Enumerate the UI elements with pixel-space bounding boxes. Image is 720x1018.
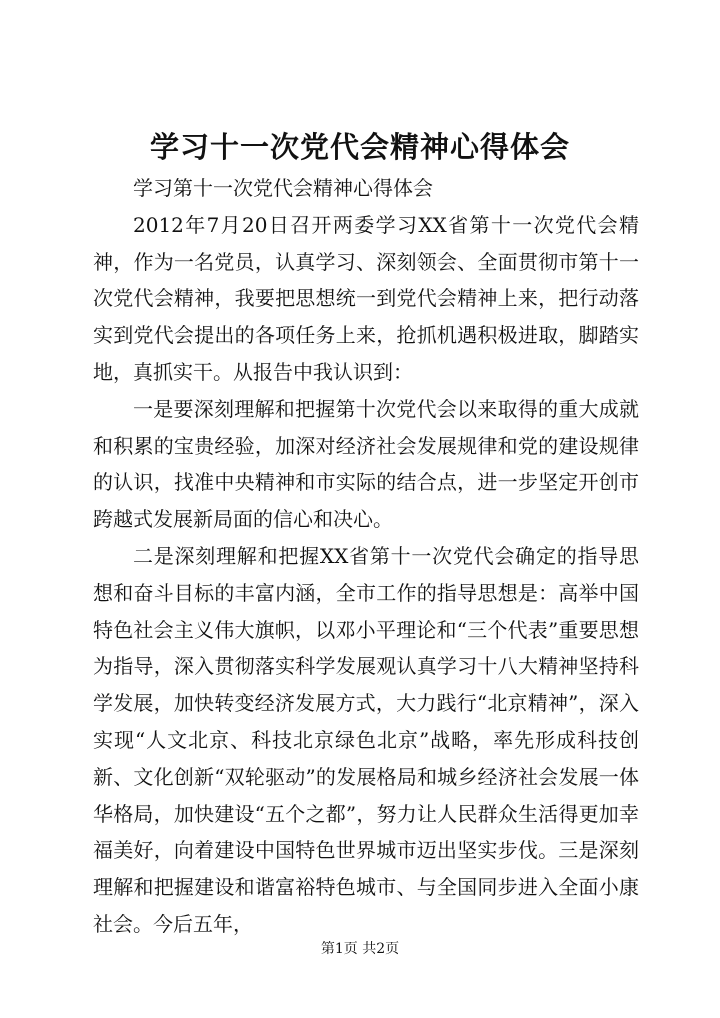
- page-footer: 第1页 共2页: [320, 941, 400, 957]
- document-title: 学习十一次党代会精神心得体会: [149, 130, 570, 164]
- document-body: [93, 170, 639, 943]
- paragraph-subtitle: 学习第十一次党代会精神心得体会: [133, 176, 433, 200]
- paragraph-point-one: 一是要深刻理解和把握第十次党代会以来取得的重大成就和积累的宝贵经验，加深对经济社会发展规律和党的建设规律的认识，找准中央精神和市实际的结合点，进一步坚定开创市跨越式发展新局面的信心和决心。: [93, 396, 639, 532]
- paragraph-point-two: 二是深刻理解和把握XX省第十一次党代会确定的指导思想和奋斗目标的丰富内涵，全市工作的指导思想是：高举中国特色社会主义伟大旗帜，以邓小平理论和“三个代表”重要思想为指导，深入贯彻落实科学发展观认真学习十八大精神坚持科学发展，加快转变经济发展方式，大力践行“北京精神”，深入实现“人文北京、科技北京绿色北京”战略，率先形成科技创新、文化创新“双轮驱动”的发展格局和城乡经济社会发展一体华格局，加快建设“五个之都”，努力让人民群众生活得更加幸福美好，向着建设中国特色世界城市迈出坚实步伐。三是深刻理解和把握建设和谐富裕特色城市、与全国同步进入全面小康社会。今后五年，: [93, 543, 639, 936]
- paragraph-intro: 2012年7月20日召开两委学习XX省第十一次党代会精神，作为一名党员，认真学习、深刻领会、全面贯彻市第十一次党代会精神，我要把思想统一到党代会精神上来，把行动落实到党代会提出的各项任务上来，抢抓机遇积极进取，脚踏实地，真抓实干。从报告中我认识到：: [93, 212, 639, 384]
